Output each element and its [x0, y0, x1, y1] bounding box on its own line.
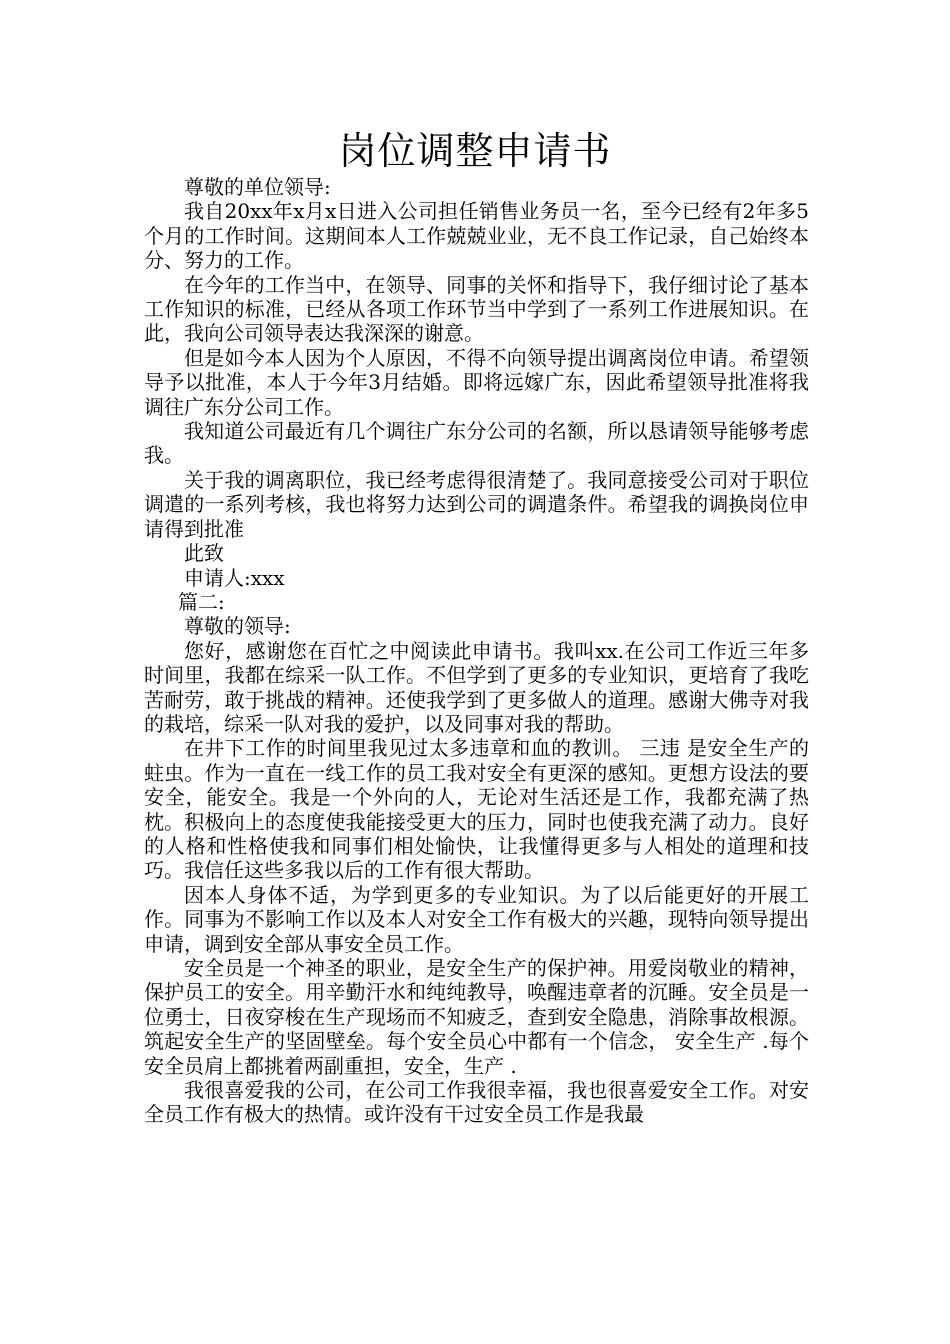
letter1-paragraph-5: 关于我的调离职位，我已经考虑得很清楚了。我同意接受公司对于职位调遣的一系列考核，我也将努力达到公司的调遣条件。希望我的调换岗位申请得到批准	[144, 467, 809, 541]
letter1-paragraph-4: 我知道公司最近有几个调往广东分公司的名额，所以恳请领导能够考虑我。	[144, 419, 809, 468]
letter1-paragraph-2: 在今年的工作当中，在领导、同事的关怀和指导下，我仔细讨论了基本工作知识的标准，已经从各项工作环节当中学到了一系列工作进展知识。在此，我向公司领导表达我深深的谢意。	[144, 272, 809, 346]
letter1-paragraph-1: 我自20xx年x月x日进入公司担任销售业务员一名，至今已经有2年多5个月的工作时间。这期间本人工作兢兢业业，无不良工作记录，自己始终本分、努力的工作。	[144, 199, 809, 273]
letter1-salutation: 尊敬的单位领导:	[184, 175, 331, 199]
letter2-paragraph-5: 我很喜爱我的公司，在公司工作我很幸福，我也很喜爱安全工作。对安全员工作有极大的热情。或许没有干过安全员工作是我最	[144, 1078, 809, 1127]
letter2-paragraph-1: 您好，感谢您在百忙之中阅读此申请书。我叫xx.在公司工作近三年多时间里，我都在综采一队工作。不但学到了更多的专业知识，更培育了我吃苦耐劳，敢于挑战的精神。还使我学到了更多做人的道理。感谢大佛寺对我的栽培，综采一队对我的爱护，以及同事对我的帮助。	[144, 638, 809, 736]
document-title: 岗位调整申请书	[338, 129, 612, 173]
letter2-salutation: 尊敬的领导:	[184, 614, 291, 639]
letter1-closing: 此致	[184, 541, 224, 566]
document-body	[144, 175, 809, 1127]
letter2-paragraph-4: 安全员是一个神圣的职业，是安全生产的保护神。用爱岗敬业的精神，保护员工的安全。用辛勤汗水和纯纯教导，唤醒违章者的沉睡。安全员是一位勇士，日夜穿梭在生产现场而不知疲乏，查到安全隐患，消除事故根源。筑起安全生产的坚固壁垒。每个安全员心中都有一个信念， 安全生产 .每个安全员肩上都挑着两副重担，安全，生产 .	[144, 956, 809, 1078]
letter1-paragraph-3: 但是如今本人因为个人原因，不得不向领导提出调离岗位申请。希望领导予以批准，本人于今年3月结婚。即将远嫁广东，因此希望领导批准将我调往广东分公司工作。	[144, 345, 809, 419]
letter2-paragraph-3: 因本人身体不适，为学到更多的专业知识。为了以后能更好的开展工作。同事为不影响工作以及本人对安全工作有极大的兴趣，现特向领导提出申请，调到安全部从事安全员工作。	[144, 882, 809, 956]
letter2-paragraph-2: 在井下工作的时间里我见过太多违章和血的教训。 三违 是安全生产的蛀虫。作为一直在一线工作的员工我对安全有更深的感知。更想方设法的要安全，能安全。我是一个外向的人，无论对生活还是工作，我都充满了热枕。积极向上的态度使我能接受更大的压力，同时也使我充满了动力。良好的人格和性格使我和同事们相处愉快，让我懂得更多与人相处的道理和技巧。我信任这些多我以后的工作有很大帮助。	[144, 736, 809, 883]
section-label: 篇二:	[178, 589, 225, 614]
letter1-signature: 申请人:xxx	[184, 565, 285, 590]
